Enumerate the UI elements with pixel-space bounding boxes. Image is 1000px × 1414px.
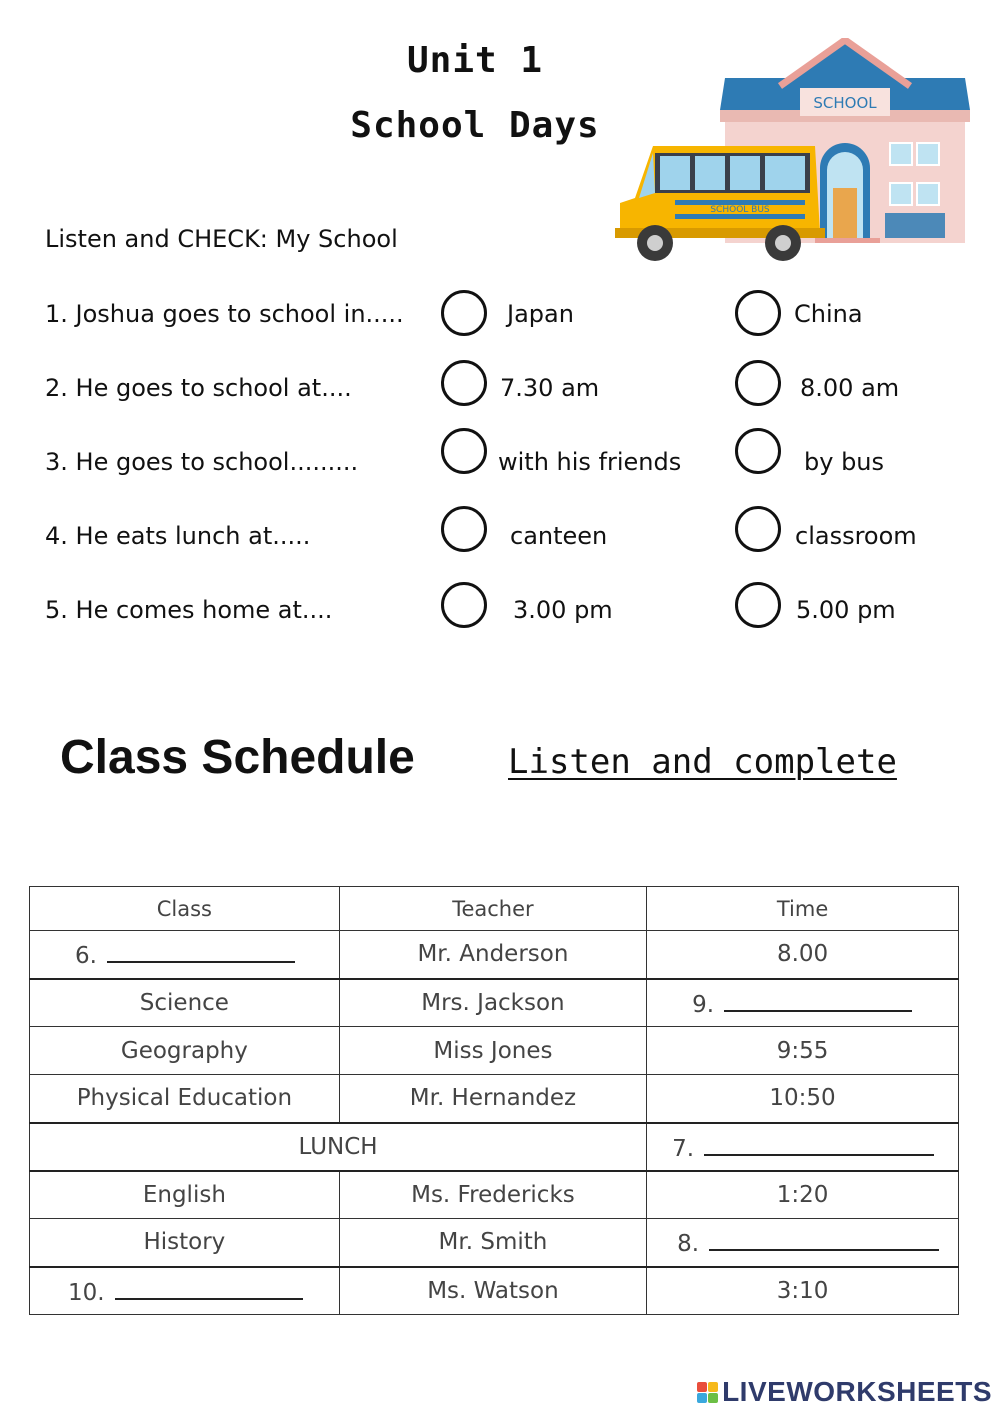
- liveworksheets-watermark[interactable]: [697, 1376, 992, 1408]
- school-illustration: [615, 38, 975, 268]
- q5-option-a-radio[interactable]: [441, 582, 487, 628]
- q3-option-a-label: with his friends: [498, 448, 682, 476]
- answer-blank-9[interactable]: [724, 988, 912, 1012]
- class-cell: Physical Education: [30, 1075, 340, 1123]
- unit-title: Unit 1: [406, 40, 544, 81]
- class-cell: [30, 1267, 340, 1315]
- table-row: [30, 1171, 959, 1219]
- schedule-instruction: Listen and complete: [508, 742, 897, 782]
- answer-blank-6[interactable]: [107, 939, 295, 963]
- blank-number: 8.: [677, 1231, 700, 1258]
- q1-option-b-radio[interactable]: [735, 290, 781, 336]
- q4-option-a-label: canteen: [510, 522, 608, 550]
- teacher-cell: Mr. Smith: [339, 1219, 646, 1267]
- teacher-cell: Ms. Fredericks: [339, 1171, 646, 1219]
- class-cell: Science: [30, 979, 340, 1027]
- teacher-cell: Mr. Hernandez: [339, 1075, 646, 1123]
- q5-option-b-radio[interactable]: [735, 582, 781, 628]
- question-2: 2. He goes to school at....: [45, 374, 352, 402]
- table-row: [30, 1219, 959, 1267]
- class-cell: [30, 931, 340, 979]
- q3-option-b-radio[interactable]: [735, 428, 781, 474]
- time-cell: [647, 979, 959, 1027]
- teacher-cell: Miss Jones: [339, 1027, 646, 1075]
- question-5: 5. He comes home at....: [45, 596, 333, 624]
- answer-blank-8[interactable]: [709, 1227, 939, 1251]
- question-4: 4. He eats lunch at.....: [45, 522, 311, 550]
- table-row: [30, 931, 959, 979]
- q3-option-a-radio[interactable]: [441, 428, 487, 474]
- blank-number: 10.: [68, 1279, 105, 1306]
- q3-option-b-label: by bus: [804, 448, 885, 476]
- time-cell: [647, 1123, 959, 1171]
- time-cell: 10:50: [647, 1075, 959, 1123]
- lunch-cell: LUNCH: [30, 1123, 647, 1171]
- question-1: 1. Joshua goes to school in.....: [45, 300, 404, 328]
- schedule-title: Class Schedule: [60, 731, 415, 784]
- time-cell: 3:10: [647, 1267, 959, 1315]
- table-row: [30, 1027, 959, 1075]
- blank-number: 9.: [692, 991, 715, 1018]
- header-teacher: Teacher: [339, 887, 646, 931]
- q2-option-b-label: 8.00 am: [800, 374, 900, 402]
- topic-title: School Days: [350, 105, 600, 146]
- blank-number: 7.: [672, 1135, 695, 1162]
- q2-option-a-label: 7.30 am: [500, 374, 600, 402]
- q4-option-b-radio[interactable]: [735, 506, 781, 552]
- watermark-text: LIVEWORKSHEETS: [722, 1376, 992, 1407]
- class-cell: History: [30, 1219, 340, 1267]
- q5-option-a-label: 3.00 pm: [513, 596, 613, 624]
- liveworksheets-logo-icon: [697, 1382, 718, 1403]
- q2-option-b-radio[interactable]: [735, 360, 781, 406]
- time-cell: [647, 1219, 959, 1267]
- q5-option-b-label: 5.00 pm: [796, 596, 896, 624]
- answer-blank-7[interactable]: [704, 1132, 934, 1156]
- table-header-row: [30, 887, 959, 931]
- teacher-cell: Mrs. Jackson: [339, 979, 646, 1027]
- table-row: [30, 1075, 959, 1123]
- teacher-cell: Mr. Anderson: [339, 931, 646, 979]
- question-3: 3. He goes to school.........: [45, 448, 359, 476]
- time-cell: 1:20: [647, 1171, 959, 1219]
- time-cell: 8.00: [647, 931, 959, 979]
- q2-option-a-radio[interactable]: [441, 360, 487, 406]
- q1-option-b-label: China: [794, 300, 863, 328]
- header-time: Time: [647, 887, 959, 931]
- svg-text:SCHOOL: SCHOOL: [813, 94, 877, 112]
- check-heading: Listen and CHECK: My School: [45, 225, 398, 253]
- q4-option-b-label: classroom: [795, 522, 917, 550]
- class-cell: English: [30, 1171, 340, 1219]
- teacher-cell: Ms. Watson: [339, 1267, 646, 1315]
- q1-option-a-label: Japan: [507, 300, 574, 328]
- header-class: Class: [30, 887, 340, 931]
- table-row: [30, 979, 959, 1027]
- blank-number: 6.: [75, 943, 97, 970]
- svg-text:SCHOOL BUS: SCHOOL BUS: [710, 205, 770, 215]
- q4-option-a-radio[interactable]: [441, 506, 487, 552]
- class-cell: Geography: [30, 1027, 340, 1075]
- table-row: [30, 1267, 959, 1315]
- q1-option-a-radio[interactable]: [441, 290, 487, 336]
- answer-blank-10[interactable]: [115, 1276, 303, 1300]
- school-bus-icon: [615, 146, 825, 261]
- schedule-table: [29, 886, 959, 1315]
- time-cell: 9:55: [647, 1027, 959, 1075]
- table-row: [30, 1123, 959, 1171]
